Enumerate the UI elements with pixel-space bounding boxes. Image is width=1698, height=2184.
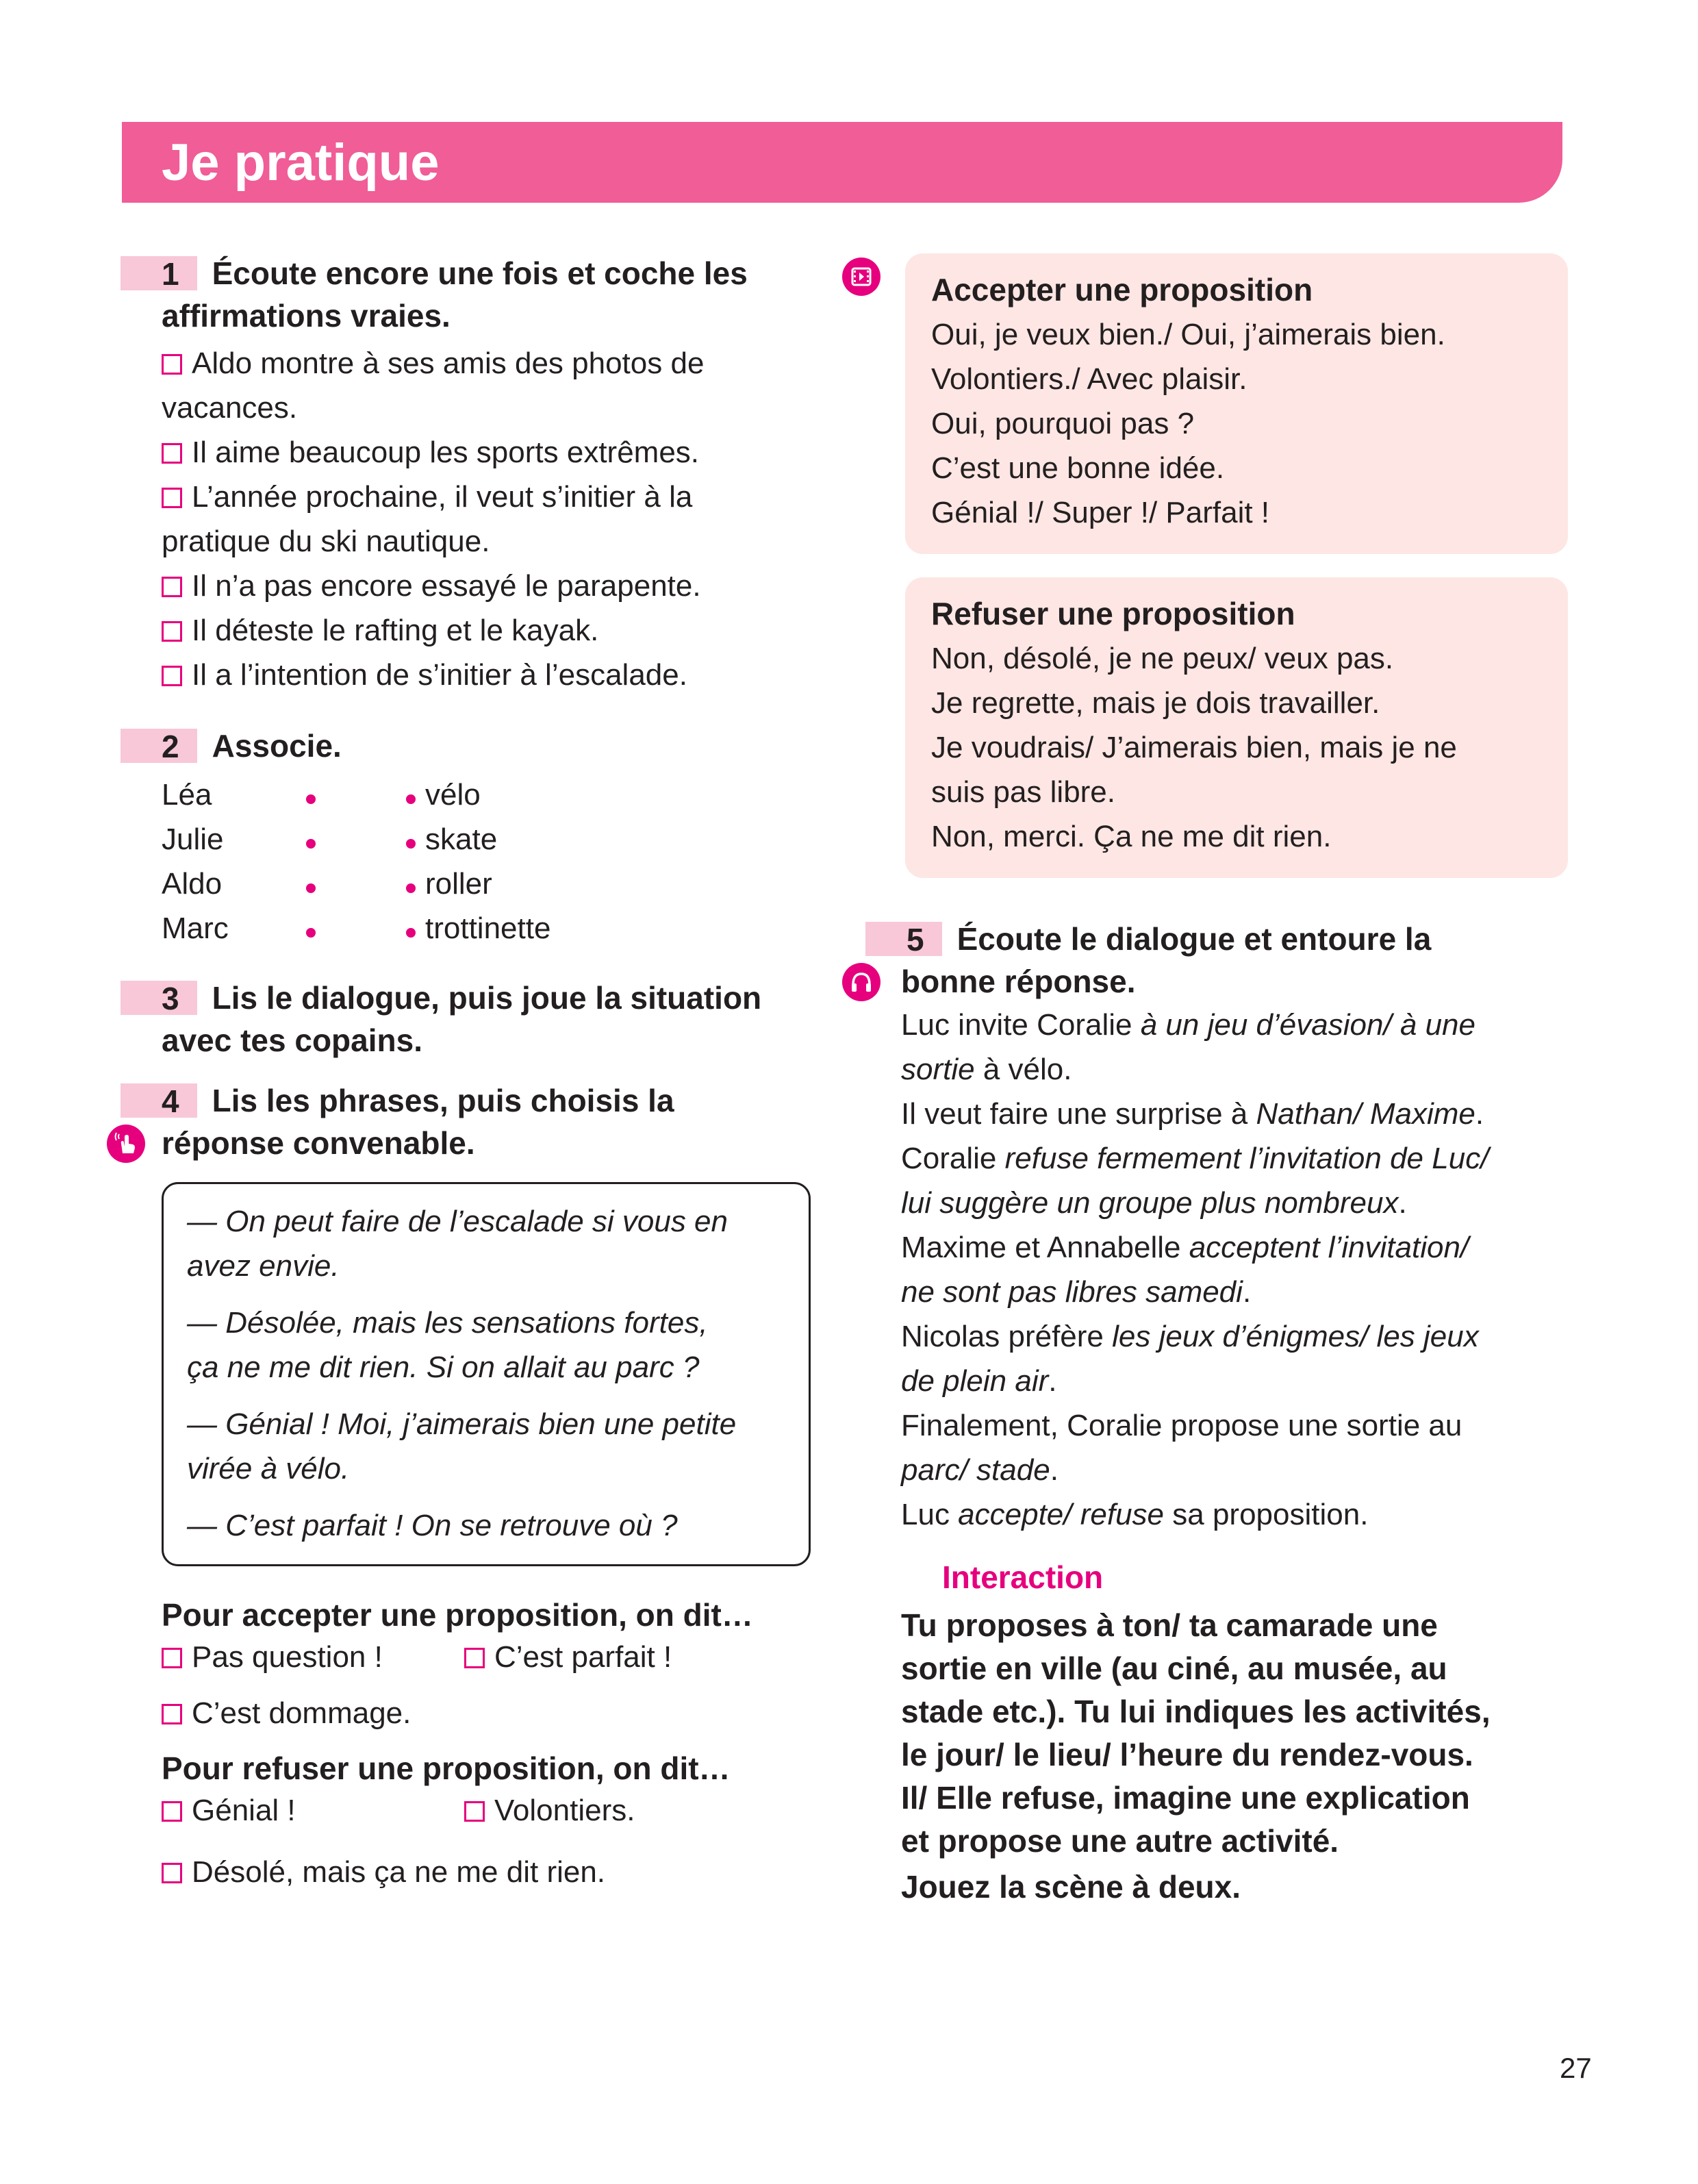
sentence-line: Coralie refuse fermement l’invitation de Luc/ (901, 1142, 1489, 1175)
accept-options (122, 1640, 820, 1743)
sentence-line: ne sont pas libres samedi. (901, 1275, 1252, 1309)
sentence-line: Il veut faire une surprise à Nathan/ Maxime. (901, 1097, 1484, 1131)
accept-question: Pour accepter une proposition, on dit… (162, 1597, 753, 1633)
matching-dot-left[interactable] (306, 839, 316, 849)
dialogue-box (162, 1182, 811, 1566)
checkbox[interactable] (162, 1648, 182, 1668)
dialogue-line: — Désolée, mais les sensations fortes, ça ne me dit rien. Si on allait au parc ? (187, 1306, 708, 1384)
exercise-number: 4 (121, 1083, 197, 1118)
sentence-line: Nicolas préfère les jeux d’énigmes/ les jeux (901, 1320, 1479, 1353)
option-checkbox[interactable]: Désolé, mais ça ne me dit rien. (162, 1855, 605, 1890)
interaction-section (842, 1556, 1568, 1909)
exercise-title-line: affirmations vraies. (162, 298, 451, 334)
option-checkbox[interactable]: C’est dommage. (162, 1696, 411, 1731)
accept-phrases-box (905, 253, 1568, 554)
matching-item: skate (425, 823, 498, 856)
phrase-line: Je regrette, mais je dois travailler. (931, 686, 1380, 720)
refuse-options (122, 1794, 820, 1896)
left-column (122, 252, 820, 1896)
sentence-line: Finalement, Coralie propose une sortie au (901, 1409, 1462, 1442)
phrase-line: C’est une bonne idée. (931, 451, 1225, 485)
box-title: Accepter une proposition (931, 272, 1313, 307)
option-checkbox[interactable]: C’est parfait ! (464, 1640, 672, 1674)
checkbox-item[interactable]: Il n’a pas encore essayé le parapente. (122, 564, 820, 608)
matching-dot-left[interactable] (306, 883, 316, 893)
matching-item: roller (425, 867, 492, 901)
checkbox[interactable] (464, 1801, 485, 1822)
exercise-1 (122, 252, 820, 697)
exercise-number: 1 (121, 256, 197, 290)
interaction-title: Interaction (942, 1559, 1104, 1595)
checkbox[interactable] (162, 1863, 182, 1883)
exercise-number: 5 (865, 922, 942, 956)
sentence-line: Luc invite Coralie à un jeu d’évasion/ à une (901, 1008, 1475, 1042)
checkbox-item[interactable]: Aldo montre à ses amis des photos de (122, 341, 820, 386)
phrase-line: Volontiers./ Avec plaisir. (931, 362, 1247, 396)
exercise-number: 2 (121, 729, 197, 763)
dialogue-line: — On peut faire de l’escalade si vous en avez envie. (187, 1205, 728, 1283)
exercise-4 (122, 1079, 820, 1896)
phrase-line: Génial !/ Super !/ Parfait ! (931, 496, 1270, 529)
exercise-1-heading (122, 252, 820, 337)
checkbox[interactable] (162, 1704, 182, 1724)
phrase-line: Non, merci. Ça ne me dit rien. (931, 820, 1332, 853)
sentence-line: Maxime et Annabelle acceptent l’invitation/ (901, 1231, 1469, 1264)
matching-exercise (162, 778, 820, 956)
checkbox-item-continued: vacances. (162, 391, 298, 425)
refuse-question: Pour refuser une proposition, on dit… (162, 1750, 731, 1786)
matching-dot-right[interactable] (406, 839, 416, 849)
box-title: Refuser une proposition (931, 596, 1295, 631)
section-banner (122, 122, 1562, 203)
checkbox[interactable] (464, 1648, 485, 1668)
matching-dot-left[interactable] (306, 928, 316, 938)
checkbox[interactable] (162, 354, 182, 375)
matching-dot-right[interactable] (406, 794, 416, 804)
phrase-line: Oui, je veux bien./ Oui, j’aimerais bien. (931, 318, 1445, 351)
exercise-2-heading (122, 725, 820, 767)
sentence-line: Luc accepte/ refuse sa proposition. (901, 1498, 1369, 1531)
checkbox-item-continued: pratique du ski nautique. (162, 525, 490, 558)
sentence-line: parc/ stade. (901, 1453, 1059, 1487)
interaction-text: Tu proposes à ton/ ta camarade une sortie en ville (au ciné, au musée, au stade etc.). Tu lui indiques les activités, le jour/ le lieu/ l’heure du rendez-vous. Il/ Elle refuse, imagine une explication et propose une autre activité. Jouez la scène à deux. (901, 1607, 1491, 1905)
matching-dot-right[interactable] (406, 883, 416, 893)
matching-name: Léa (162, 778, 212, 812)
option-checkbox[interactable]: Pas question ! (162, 1640, 383, 1674)
exercise-5-heading (842, 918, 1568, 1003)
checkbox[interactable] (162, 488, 182, 508)
dialogue-line: — C’est parfait ! On se retrouve où ? (187, 1509, 678, 1542)
checkbox[interactable] (162, 1801, 182, 1822)
exercise-2 (122, 725, 820, 956)
checkbox-item[interactable]: Il aime beaucoup les sports extrêmes. (122, 430, 820, 475)
phrase-line: suis pas libre. (931, 775, 1116, 809)
right-column (842, 258, 1568, 1909)
checkbox-item[interactable]: Il a l’intention de s’initier à l’escalade. (122, 653, 820, 697)
matching-row (162, 912, 778, 956)
sentence-line: sortie à vélo. (901, 1053, 1072, 1086)
exercise-title-line: Associe. (212, 728, 342, 764)
exercise-3-heading (122, 977, 820, 1062)
exercise-title-line: Lis les phrases, puis choisis la (212, 1083, 674, 1118)
matching-name: Aldo (162, 867, 223, 901)
refuse-phrases-box (905, 577, 1568, 878)
exercise-title-line: Écoute le dialogue et entoure la (956, 921, 1432, 957)
video-clip-icon (842, 258, 880, 296)
phrase-line: Non, désolé, je ne peux/ veux pas. (931, 642, 1394, 675)
phrase-line: Je voudrais/ J’aimerais bien, mais je ne (931, 731, 1457, 764)
sentence-line: de plein air. (901, 1364, 1057, 1398)
exercise-5 (842, 918, 1568, 1537)
checkbox[interactable] (162, 621, 182, 642)
page-number: 27 (1560, 2052, 1592, 2084)
option-checkbox[interactable]: Génial ! (162, 1794, 296, 1828)
exercise-title-line: bonne réponse. (901, 964, 1136, 999)
checkbox-item[interactable]: Il déteste le rafting et le kayak. (122, 608, 820, 653)
matching-row (162, 778, 778, 823)
matching-row (162, 867, 778, 912)
section-title: Je pratique (162, 134, 440, 192)
phrase-line: Oui, pourquoi pas ? (931, 407, 1195, 440)
checkbox-item[interactable]: L’année prochaine, il veut s’initier à la (122, 475, 820, 519)
matching-dot-right[interactable] (406, 928, 416, 938)
checkbox[interactable] (162, 666, 182, 686)
exercise-4-heading (122, 1079, 820, 1164)
option-checkbox[interactable]: Volontiers. (464, 1794, 635, 1828)
exercise-number: 3 (121, 981, 197, 1015)
matching-name: Julie (162, 823, 224, 856)
dialogue-line: — Génial ! Moi, j’aimerais bien une petite virée à vélo. (187, 1407, 737, 1485)
exercise-title-line: Lis le dialogue, puis joue la situation (212, 980, 762, 1016)
checkbox[interactable] (162, 577, 182, 597)
sentence-line: lui suggère un groupe plus nombreux. (901, 1186, 1407, 1220)
matching-item: vélo (425, 778, 481, 812)
matching-item: trottinette (425, 912, 551, 945)
checkbox[interactable] (162, 443, 182, 464)
matching-dot-left[interactable] (306, 794, 316, 804)
exercise-title-line: réponse convenable. (162, 1125, 475, 1161)
matching-row (162, 823, 778, 867)
exercise-title-line: Écoute encore une fois et coche les (212, 255, 748, 291)
exercise-title-line: avec tes copains. (162, 1022, 422, 1058)
matching-name: Marc (162, 912, 229, 945)
